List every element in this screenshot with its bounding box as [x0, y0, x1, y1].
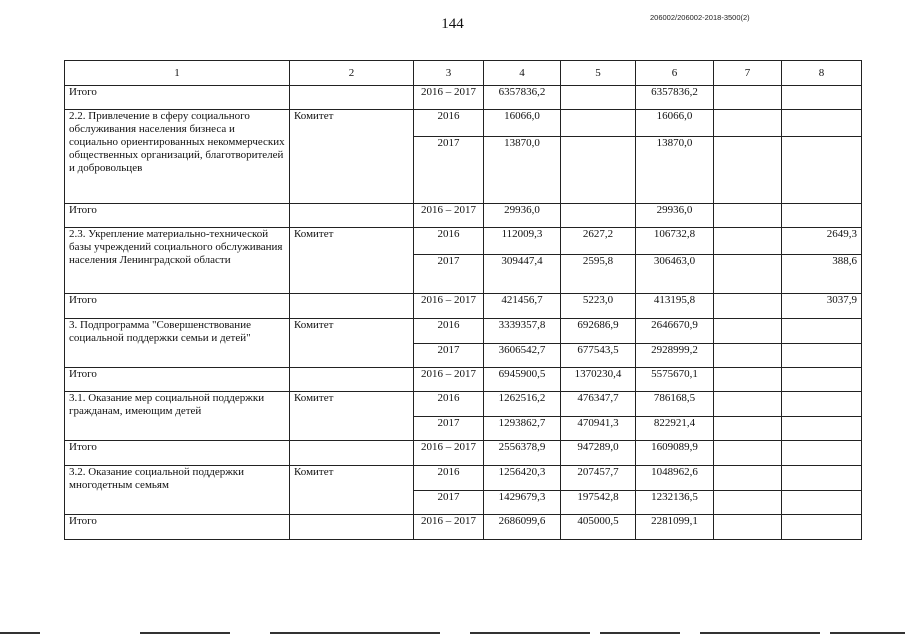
value-cell: 3339357,8	[484, 319, 561, 344]
program-name: 3.2. Оказание социальной поддержки многодетным семьям	[65, 466, 290, 515]
value-cell	[782, 466, 862, 491]
value-cell: 413195,8	[636, 294, 714, 319]
value-cell	[782, 392, 862, 417]
value-cell	[561, 204, 636, 228]
value-cell	[714, 392, 782, 417]
year-cell: 2017	[414, 255, 484, 294]
value-cell	[714, 368, 782, 392]
value-cell: 13870,0	[484, 137, 561, 204]
value-cell: 1429679,3	[484, 491, 561, 515]
value-cell	[714, 110, 782, 137]
table-row-total	[65, 515, 862, 540]
value-cell: 1262516,2	[484, 392, 561, 417]
value-cell	[782, 204, 862, 228]
total-label: Итого	[65, 204, 290, 228]
period-cell: 2016 – 2017	[414, 86, 484, 110]
value-cell	[714, 466, 782, 491]
scan-edge-line	[830, 632, 905, 634]
value-cell: 16066,0	[636, 110, 714, 137]
value-cell	[561, 86, 636, 110]
value-cell: 692686,9	[561, 319, 636, 344]
page-number: 144	[441, 16, 464, 32]
column-number: 4	[484, 61, 561, 86]
value-cell: 476347,7	[561, 392, 636, 417]
value-cell: 6357836,2	[484, 86, 561, 110]
value-cell: 6357836,2	[636, 86, 714, 110]
period-cell: 2016 – 2017	[414, 441, 484, 466]
value-cell	[782, 441, 862, 466]
value-cell: 1609089,9	[636, 441, 714, 466]
value-cell	[782, 319, 862, 344]
year-cell: 2017	[414, 491, 484, 515]
total-label: Итого	[65, 515, 290, 540]
scan-edge-line	[470, 632, 590, 634]
value-cell: 2928999,2	[636, 344, 714, 368]
scan-edge-line	[600, 632, 680, 634]
value-cell: 421456,7	[484, 294, 561, 319]
executor-cell: Комитет	[290, 228, 414, 294]
value-cell: 2686099,6	[484, 515, 561, 540]
column-number: 1	[65, 61, 290, 86]
scan-edge-line	[0, 632, 40, 634]
table-row	[65, 110, 862, 137]
value-cell: 112009,3	[484, 228, 561, 255]
value-cell	[782, 491, 862, 515]
value-cell: 1293862,7	[484, 417, 561, 441]
period-cell: 2016 – 2017	[414, 368, 484, 392]
column-number: 2	[290, 61, 414, 86]
column-number: 8	[782, 61, 862, 86]
value-cell: 29936,0	[636, 204, 714, 228]
value-cell: 2649,3	[782, 228, 862, 255]
value-cell: 306463,0	[636, 255, 714, 294]
value-cell: 677543,5	[561, 344, 636, 368]
value-cell	[782, 515, 862, 540]
value-cell	[714, 441, 782, 466]
table-row	[65, 392, 862, 417]
table-row	[65, 319, 862, 344]
total-label: Итого	[65, 86, 290, 110]
column-number: 5	[561, 61, 636, 86]
column-number: 7	[714, 61, 782, 86]
value-cell: 1256420,3	[484, 466, 561, 491]
value-cell	[714, 204, 782, 228]
period-cell: 2016 – 2017	[414, 294, 484, 319]
year-cell: 2016	[414, 466, 484, 491]
program-name: 3.1. Оказание мер социальной поддержки гражданам, имеющим детей	[65, 392, 290, 441]
executor-cell: Комитет	[290, 110, 414, 204]
program-name: 2.2. Привлечение в сферу социального обслуживания населения бизнеса и социально ориентированных некоммерческих общественных организаций, благотворителей и добровольцев	[65, 110, 290, 204]
program-name: 2.3. Укрепление материально-технической базы учреждений социального обслуживания населения Ленинградской области	[65, 228, 290, 294]
value-cell: 13870,0	[636, 137, 714, 204]
year-cell: 2016	[414, 392, 484, 417]
year-cell: 2017	[414, 137, 484, 204]
value-cell: 3606542,7	[484, 344, 561, 368]
column-number: 3	[414, 61, 484, 86]
value-cell: 2281099,1	[636, 515, 714, 540]
value-cell: 947289,0	[561, 441, 636, 466]
value-cell: 5575670,1	[636, 368, 714, 392]
scan-edge-line	[140, 632, 230, 634]
value-cell: 388,6	[782, 255, 862, 294]
table-row-total	[65, 86, 862, 110]
total-label: Итого	[65, 368, 290, 392]
year-cell: 2017	[414, 417, 484, 441]
value-cell	[782, 137, 862, 204]
value-cell: 1232136,5	[636, 491, 714, 515]
table-row-total	[65, 368, 862, 392]
value-cell	[561, 137, 636, 204]
executor-cell: Комитет	[290, 466, 414, 515]
budget-table	[64, 60, 862, 540]
period-cell: 2016 – 2017	[414, 515, 484, 540]
table-row	[65, 466, 862, 491]
period-cell: 2016 – 2017	[414, 204, 484, 228]
value-cell	[714, 515, 782, 540]
value-cell: 470941,3	[561, 417, 636, 441]
value-cell: 207457,7	[561, 466, 636, 491]
value-cell	[714, 86, 782, 110]
value-cell: 197542,8	[561, 491, 636, 515]
value-cell: 29936,0	[484, 204, 561, 228]
value-cell: 405000,5	[561, 515, 636, 540]
value-cell	[782, 344, 862, 368]
value-cell: 2627,2	[561, 228, 636, 255]
value-cell: 2646670,9	[636, 319, 714, 344]
value-cell: 16066,0	[484, 110, 561, 137]
value-cell	[714, 255, 782, 294]
value-cell: 6945900,5	[484, 368, 561, 392]
value-cell: 106732,8	[636, 228, 714, 255]
value-cell	[714, 417, 782, 441]
year-cell: 2016	[414, 319, 484, 344]
value-cell: 822921,4	[636, 417, 714, 441]
value-cell	[714, 344, 782, 368]
value-cell	[782, 368, 862, 392]
document-code: 206002/206002-2018-3500(2)	[650, 13, 750, 22]
year-cell: 2016	[414, 228, 484, 255]
table-row-total	[65, 294, 862, 319]
table-row	[65, 228, 862, 255]
scan-edge-line	[270, 632, 440, 634]
value-cell	[561, 110, 636, 137]
value-cell: 309447,4	[484, 255, 561, 294]
value-cell: 3037,9	[782, 294, 862, 319]
scan-edge-line	[700, 632, 820, 634]
value-cell: 1370230,4	[561, 368, 636, 392]
column-number-row	[65, 61, 862, 86]
value-cell	[782, 86, 862, 110]
year-cell: 2016	[414, 110, 484, 137]
year-cell: 2017	[414, 344, 484, 368]
value-cell	[714, 228, 782, 255]
value-cell: 2556378,9	[484, 441, 561, 466]
value-cell: 2595,8	[561, 255, 636, 294]
program-name: 3. Подпрограмма "Совершенствование социальной поддержки семьи и детей"	[65, 319, 290, 368]
value-cell	[782, 110, 862, 137]
table-row-total	[65, 204, 862, 228]
value-cell: 1048962,6	[636, 466, 714, 491]
value-cell: 786168,5	[636, 392, 714, 417]
value-cell	[714, 491, 782, 515]
value-cell	[714, 137, 782, 204]
value-cell	[714, 294, 782, 319]
executor-cell: Комитет	[290, 392, 414, 441]
table-row-total	[65, 441, 862, 466]
value-cell	[782, 417, 862, 441]
column-number: 6	[636, 61, 714, 86]
value-cell	[714, 319, 782, 344]
total-label: Итого	[65, 441, 290, 466]
value-cell: 5223,0	[561, 294, 636, 319]
executor-cell: Комитет	[290, 319, 414, 368]
total-label: Итого	[65, 294, 290, 319]
